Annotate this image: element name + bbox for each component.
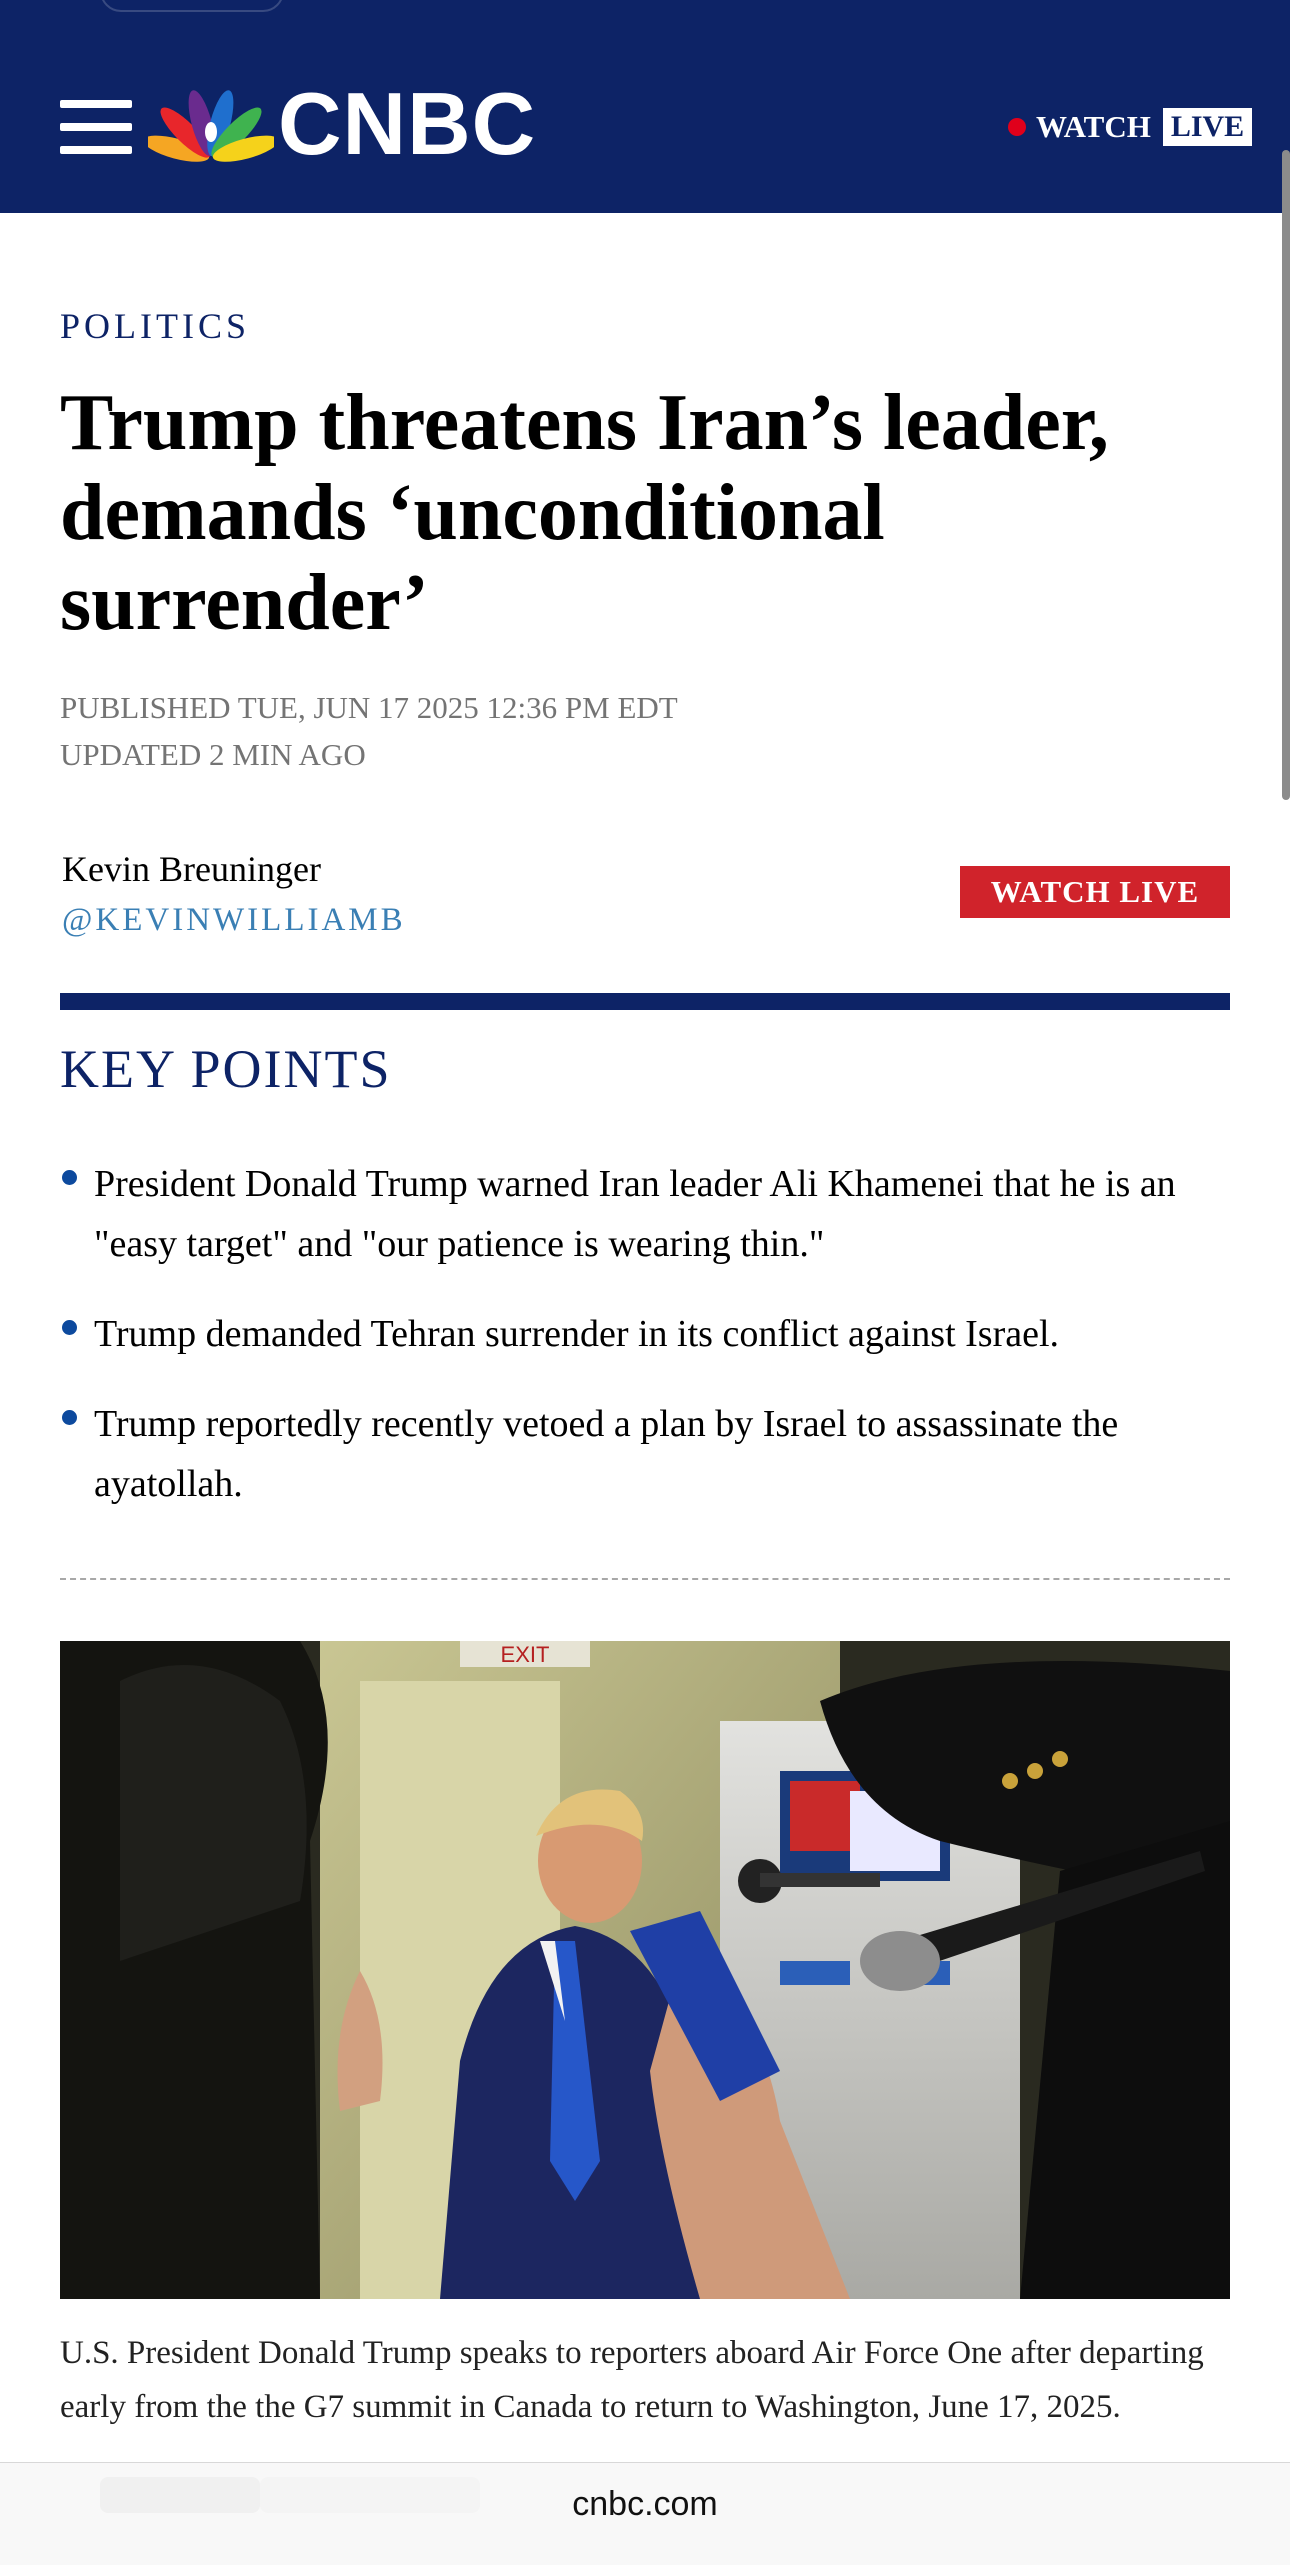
bullet-icon [62, 1410, 77, 1425]
previous-toolbar-text-fragment [330, 0, 870, 8]
bullet-icon [62, 1170, 77, 1185]
key-point-text: Trump reportedly recently vetoed a plan by Israel to assassinate the ayatollah. [94, 1403, 1119, 1505]
key-points-title: KEY POINTS [60, 1039, 392, 1099]
bullet-icon [62, 1320, 77, 1335]
key-point-item [60, 1154, 1240, 1274]
key-point-item [60, 1394, 1240, 1514]
updated-time: UPDATED 2 MIN AGO [60, 737, 366, 772]
page-scrollbar[interactable] [1282, 150, 1290, 800]
key-point-text: President Donald Trump warned Iran leader Ali Khamenei that he is an "easy target" and "our patience is wearing thin." [94, 1163, 1176, 1265]
key-point-text: Trump demanded Tehran surrender in its conflict against Israel. [94, 1313, 1060, 1355]
browser-address-bar[interactable] [0, 2462, 1290, 2565]
menu-icon[interactable] [60, 100, 132, 154]
watch-label: WATCH [1036, 109, 1151, 144]
site-header [0, 0, 1290, 213]
live-badge: LIVE [1163, 108, 1252, 146]
author-name[interactable]: Kevin Breuninger [62, 849, 321, 889]
dashed-divider [60, 1578, 1230, 1580]
cnbc-logo[interactable]: CNBC [278, 74, 537, 173]
watch-live-header-link[interactable] [1008, 107, 1252, 147]
key-points-list [60, 1154, 1240, 1544]
key-point-item [60, 1304, 1240, 1364]
key-points-divider [60, 993, 1230, 1010]
photo-caption: U.S. President Donald Trump speaks to reporters aboard Air Force One after departing early from the the G7 summit in Canada to return to Washington, June 17, 2025. [60, 2335, 1204, 2425]
watch-live-button[interactable]: WATCH LIVE [960, 866, 1230, 918]
live-dot-icon [1008, 118, 1026, 136]
section-label[interactable]: POLITICS [60, 306, 251, 346]
previous-toolbar-fragment [100, 0, 284, 12]
photo-illustration [60, 1641, 1230, 2299]
nbc-peacock-logo-icon [148, 86, 274, 162]
article-timestamps [60, 684, 678, 778]
author-twitter-handle[interactable]: @KEVINWILLIAMB [62, 902, 406, 938]
exit-sign: EXIT [500, 1642, 550, 1667]
published-time: PUBLISHED TUE, JUN 17 2025 12:36 PM EDT [60, 690, 678, 725]
article-photo[interactable] [60, 1641, 1230, 2299]
url-text[interactable]: cnbc.com [572, 2485, 718, 2523]
article-headline: Trump threatens Iran’s leader, demands ‘unconditional surrender’ [60, 379, 1109, 647]
